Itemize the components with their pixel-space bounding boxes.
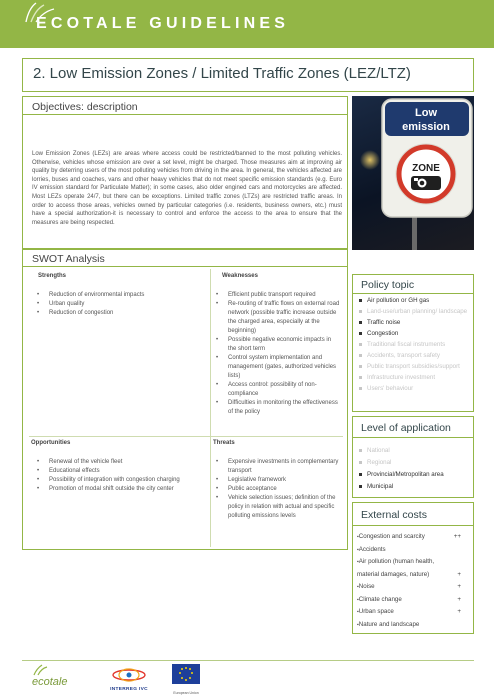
level-of-application-heading: Level of application <box>361 422 451 434</box>
list-item: • Possibility of integration with congestion charging <box>35 476 200 485</box>
list-item: • Educational effects <box>35 467 200 476</box>
external-cost-item: ▪Nature and landscape <box>357 620 420 628</box>
list-item: • Possible negative economic impacts in the short term <box>214 336 340 354</box>
interreg-logo <box>100 666 158 692</box>
external-cost-label: Accidents <box>358 545 386 553</box>
level-of-application-panel <box>352 416 474 498</box>
policy-topic-item: Traditional fiscal instruments <box>359 339 471 350</box>
objectives-box <box>22 96 348 250</box>
list-item: • Expensive investments in complementary transport <box>214 458 340 476</box>
list-item: • Public acceptance <box>214 485 340 494</box>
policy-topic-item: Accidents, transport safety <box>359 350 471 361</box>
opportunities-quadrant <box>29 436 210 547</box>
swot-box <box>22 248 348 550</box>
strengths-list <box>35 291 205 318</box>
divider <box>353 525 473 526</box>
threats-quadrant <box>210 436 343 547</box>
interreg-text: INTERREG IVC <box>110 687 148 692</box>
policy-topic-item: Land-use/urban planning/ landscape <box>359 306 471 317</box>
interreg-swirl-icon <box>100 666 158 682</box>
external-cost-item: ▪Climate change + <box>357 594 469 607</box>
sign-line2: emission <box>402 121 450 133</box>
external-cost-rating: + <box>457 570 461 578</box>
objectives-text: Low Emission Zones (LEZs) are areas where access could be restricted/banned to the most polluting vehicles. Otherwise, vehicles whose emission are over a set level, might be charged. Those measures aim at improving air quality by deterring users of the most polluting vehicles from driving in the area. In general, the vehicles affected are lorries, buses and coaches, vans and other heavy vehicles that do not meet specific emission standards (e.g. Euro IV emission standard for Particulate Matter); in some cases, also older engined cars and motorcycles are affected. Most LEZs operate 24/7, but there can be exceptions. Limited traffic zones (LTZs) are restricted traffic areas. In order to access those areas, vehicles owned by particular categories (i.e. residents, business owners, etc.) must have a special authorization-it is necessary to control and enforce the access to the area to ensure that the measures are being respected. <box>32 151 342 226</box>
policy-topic-heading: Policy topic <box>361 279 415 291</box>
list-item: • Access control: possibility of non-compliance <box>214 381 340 399</box>
ecotale-wordmark: ecotale <box>32 676 68 688</box>
eu-logo <box>172 664 200 694</box>
external-cost-item: ▪Congestion and scarcity ++ <box>357 531 469 544</box>
footer-divider <box>22 660 474 661</box>
sign-line1: Low <box>415 107 437 119</box>
level-item: Regional <box>359 457 471 469</box>
level-item: Provincial/Metropolitan area <box>359 469 471 481</box>
external-cost-label: Climate change <box>358 595 402 603</box>
level-item: National <box>359 445 471 457</box>
external-cost-item: ▪Noise + <box>357 581 469 594</box>
policy-topic-panel <box>352 274 474 412</box>
header-band <box>0 0 494 48</box>
external-cost-label: Nature and landscape <box>358 620 420 628</box>
list-item: • Promotion of modal shift outside the city center <box>35 485 200 494</box>
list-item: • Reduction of environmental impacts <box>35 291 205 300</box>
external-costs-heading: External costs <box>361 509 427 521</box>
opportunities-label: Opportunities <box>31 440 71 446</box>
brand-title: ECOTALE GUIDELINES <box>36 15 290 32</box>
low-emission-zone-photo <box>352 96 474 250</box>
external-costs-panel <box>352 502 474 634</box>
policy-topic-item: Traffic noise <box>359 317 471 328</box>
swot-heading: SWOT Analysis <box>32 253 105 265</box>
divider <box>23 114 347 115</box>
ecotale-logo <box>32 672 67 690</box>
list-item: • Efficient public transport required <box>214 291 340 300</box>
list-item: • Urban quality <box>35 300 205 309</box>
external-costs-list <box>357 531 469 631</box>
external-cost-rating: + <box>457 608 461 615</box>
opportunities-list <box>35 458 200 494</box>
objectives-heading: Objectives: description <box>32 101 138 113</box>
road-sign-image <box>352 96 474 250</box>
weaknesses-list <box>214 291 340 417</box>
strengths-label: Strengths <box>38 273 67 279</box>
level-of-application-list <box>359 445 471 493</box>
page-title: 2. Low Emission Zones / Limited Traffic Zones (LEZ/LTZ) <box>33 65 411 82</box>
list-item: • Vehicle selection issues; definition of the policy in relation with actual and specific polluting emissions levels <box>214 494 340 521</box>
policy-topic-item: Infrastructure investment <box>359 372 471 383</box>
external-cost-label: Congestion and scarcity <box>358 533 425 540</box>
external-cost-rating: + <box>457 583 461 590</box>
policy-topic-list <box>359 295 471 394</box>
swot-grid <box>29 269 343 547</box>
strengths-quadrant <box>29 269 210 436</box>
list-item: • Renewal of the vehicle fleet <box>35 458 200 467</box>
divider <box>23 266 347 267</box>
policy-topic-item: Users' behaviour <box>359 383 471 394</box>
list-item: • Reduction of congestion <box>35 309 205 318</box>
external-cost-item: ▪Accidents <box>357 545 386 553</box>
ecotale-leaf-icon <box>32 664 50 676</box>
list-item: • Legislative framework <box>214 476 340 485</box>
threats-label: Threats <box>213 440 235 446</box>
divider <box>353 293 473 294</box>
eu-caption: European Union <box>173 691 199 695</box>
sign-zone: ZONE <box>412 163 440 174</box>
policy-topic-item: Public transport subsidies/support <box>359 361 471 372</box>
policy-topic-item: Congestion <box>359 328 471 339</box>
title-box <box>22 58 474 92</box>
external-cost-item: ▪Urban space + <box>357 606 469 619</box>
external-cost-item: ▪Air pollution (human health, material damages, nature) + <box>357 556 469 581</box>
list-item: • Difficulties in monitoring the effectiveness of the policy <box>214 399 340 417</box>
external-cost-label: Urban space <box>358 608 394 615</box>
weaknesses-label: Weaknesses <box>222 273 258 279</box>
list-item: • Control system implementation and management (gates, authorized vehicles lists) <box>214 354 340 381</box>
external-cost-rating: ++ <box>453 533 461 540</box>
external-cost-rating: + <box>457 595 461 603</box>
threats-list <box>214 458 340 521</box>
external-cost-label: Air pollution (human health, material damages, nature) <box>357 558 435 578</box>
divider <box>353 437 473 438</box>
external-cost-label: Noise <box>358 583 375 590</box>
list-item: • Re-routing of traffic flows on external road network (possible traffic increase outside the charged area, especially at the beginning) <box>214 300 340 336</box>
policy-topic-item: Air pollution or GH gas <box>359 295 471 306</box>
level-item: Municipal <box>359 481 471 493</box>
eu-flag-icon <box>172 664 200 686</box>
weaknesses-quadrant <box>210 269 343 436</box>
